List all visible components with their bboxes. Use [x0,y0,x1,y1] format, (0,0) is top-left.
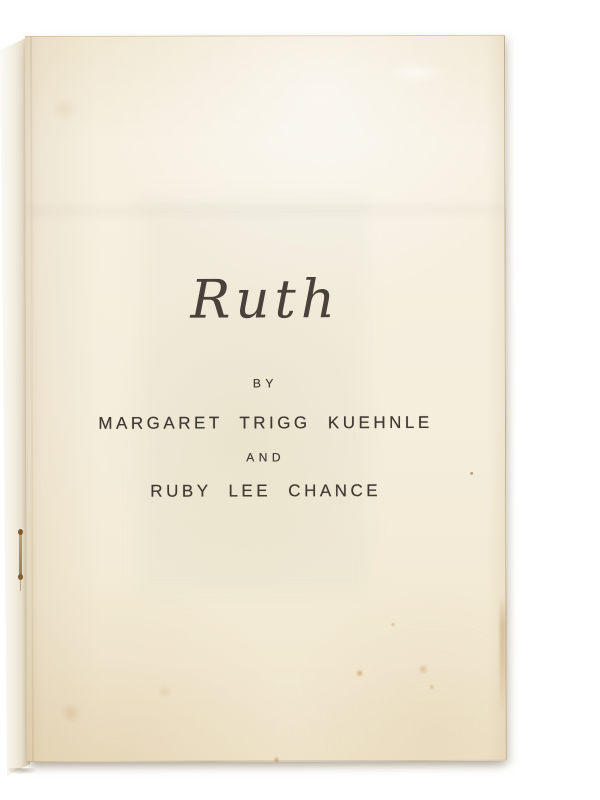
byline-label: BY [252,376,278,391]
title-page-text [25,36,506,761]
foxing-spot [429,684,435,690]
title-page [25,35,507,762]
foxing-spot [356,669,364,677]
cover-shadow [2,768,42,778]
book-title: Ruth [190,269,341,331]
conjunction-label: AND [246,450,286,465]
foxing-spot [61,702,81,724]
binding-thread [19,531,22,577]
page-edge-stain [499,596,505,714]
foxing-spot [157,685,173,699]
foxing-spot [418,664,429,675]
foxing-spot [51,97,77,123]
foxing-spot [273,756,280,763]
foxing-spot [470,472,473,475]
book [0,28,508,778]
stitch-knot [18,529,23,535]
author-name-1: MARGARET TRIGG KUEHNLE [98,412,433,433]
thread-tail [20,577,21,591]
author-name-2: RUBY LEE CHANCE [150,481,382,501]
foxing-spot [391,622,396,627]
